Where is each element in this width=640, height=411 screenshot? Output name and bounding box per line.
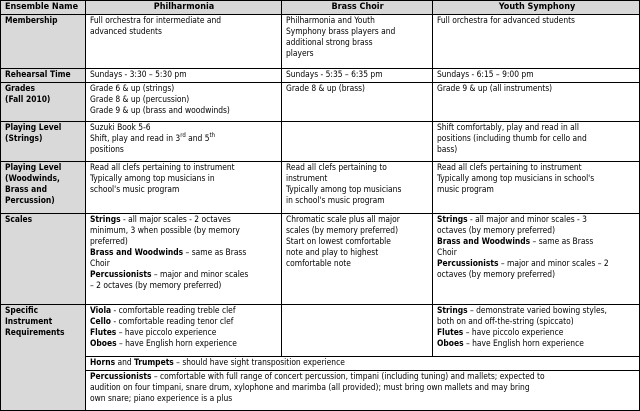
row-rehearsal-time <box>0 68 640 82</box>
row-grades <box>0 82 640 121</box>
grid-line <box>0 0 640 1</box>
grades-philharmonia: Grade 6 & up (strings) Grade 8 & up (percussion) Grade 9 & up (brass and woodwinds) <box>90 83 230 115</box>
grid-line <box>85 370 640 371</box>
label-playing-level-winds: Playing Level (Woodwinds, Brass and Percussion) <box>0 161 85 213</box>
row-scales <box>0 213 640 304</box>
row-playing-level-strings <box>0 121 640 161</box>
scales-youth-symphony: Strings - all major and minor scales - 3 octaves (by memory preferred) Brass and Woodwinds – same as Brass Choir Percussionists – major and minor scales – 2 octaves (by memory preferred) <box>437 214 609 279</box>
label-playing-level-strings: Playing Level (Strings) <box>0 121 85 161</box>
row-specific-requirements <box>0 304 640 411</box>
rehearsal-youth-symphony: Sundays - 6:15 – 9:00 pm <box>437 69 534 79</box>
specific-youth-symphony: Strings – demonstrate varied bowing styles, both on and off-the-string (spiccato) Flutes – have piccolo experience Oboes – have English horn experience <box>437 305 607 348</box>
label-grades: Grades (Fall 2010) <box>0 82 85 121</box>
playing-winds-youth-symphony: Read all clefs pertaining to instrument Typically among top musicians in school's music program <box>437 162 595 194</box>
header-ensemble-name: Ensemble Name <box>0 0 85 14</box>
label-rehearsal-time: Rehearsal Time <box>0 68 85 82</box>
header-philharmonia: Philharmonia <box>85 0 281 14</box>
grid-line <box>0 121 640 122</box>
specific-percussionists: Percussionists – comfortable with full range of concert percussion, timpani (including tuning) and mallets; expected to audition on four timpani, snare drum, xylophone and marimba (all provided); must bring own mallets and may bring own snare; piano experience is a plus <box>90 371 545 403</box>
grid-line <box>0 304 640 305</box>
specific-brass-choir <box>281 304 432 356</box>
grid-line <box>0 0 1 411</box>
grid-line <box>85 0 86 411</box>
grid-line <box>85 356 640 357</box>
grid-line <box>281 0 282 356</box>
membership-youth-symphony: Full orchestra for advanced students <box>437 15 575 25</box>
playing-strings-brass-choir <box>281 121 432 161</box>
grid-line <box>0 68 640 69</box>
label-specific-requirements: Specific Instrument Requirements <box>0 304 85 411</box>
header-row <box>0 0 640 14</box>
specific-horns-trumpets: Horns and Trumpets – should have sight transposition experience <box>90 357 345 367</box>
row-membership <box>0 14 640 68</box>
grid-line <box>0 213 640 214</box>
playing-winds-philharmonia: Read all clefs pertaining to instrument Typically among top musicians in school's music program <box>90 162 235 194</box>
grades-youth-symphony: Grade 9 & up (all instruments) <box>437 83 553 93</box>
header-youth-symphony: Youth Symphony <box>432 0 640 14</box>
membership-philharmonia: Full orchestra for intermediate and advanced students <box>90 15 222 36</box>
playing-strings-philharmonia: Suzuki Book 5-6 Shift, play and read in 3rd and 5th positions <box>90 122 216 154</box>
label-scales: Scales <box>0 213 85 304</box>
header-brass-choir: Brass Choir <box>281 0 432 14</box>
rehearsal-brass-choir: Sundays - 5:35 – 6:35 pm <box>286 69 383 79</box>
rehearsal-philharmonia: Sundays - 3:30 – 5:30 pm <box>90 69 187 79</box>
scales-philharmonia: Strings - all major scales - 2 octaves minimum, 3 when possible (by memory preferred) Brass and Woodwinds – same as Brass Choir Percussionists – major and minor scales – 2 octaves (by memory preferred) <box>90 214 249 290</box>
scales-brass-choir: Chromatic scale plus all major scales (by memory preferred) Start on lowest comfortable note and play to highest comfortable note <box>286 214 400 268</box>
row-playing-level-winds <box>0 161 640 213</box>
grid-line <box>432 0 433 356</box>
grid-line <box>0 161 640 162</box>
membership-brass-choir: Philharmonia and Youth Symphony brass players and additional strong brass players <box>286 15 396 58</box>
grid-line <box>0 82 640 83</box>
grades-brass-choir: Grade 8 & up (brass) <box>286 83 366 93</box>
playing-strings-youth-symphony: Shift comfortably, play and read in all positions (including thumb for cello and bass) <box>437 122 587 154</box>
label-membership: Membership <box>0 14 85 68</box>
playing-winds-brass-choir: Read all clefs pertaining to instrument Typically among top musicians in school's music program <box>286 162 402 205</box>
specific-philharmonia: Viola - comfortable reading treble clef Cello - comfortable reading tenor clef Flutes – have piccolo experience Oboes – have English horn experience <box>90 305 237 348</box>
grid-line <box>0 14 640 15</box>
